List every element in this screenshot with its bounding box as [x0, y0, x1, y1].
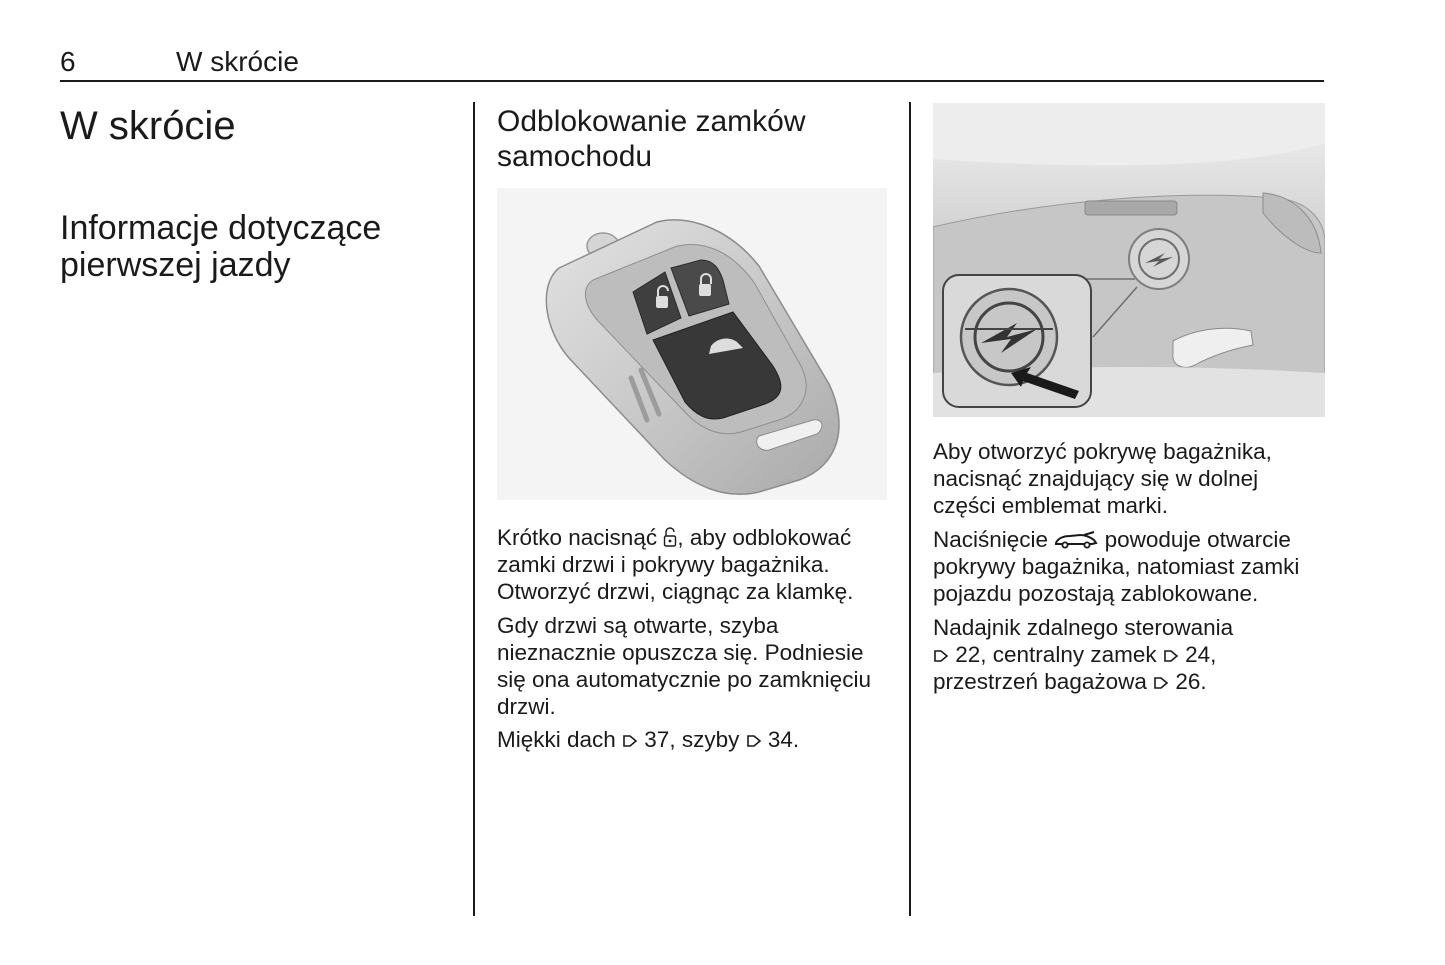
trunk-button-info: Naciśnięcie powoduje otwarcie pokrywy bagażnika, natomiast zamki pojazdu pozostają zablokowane.	[933, 527, 1300, 606]
header-divider	[60, 80, 1324, 82]
column-divider-2	[909, 102, 911, 916]
unlock-instructions: Krótko nacisnąć , aby odblokować zamki drzwi i pokrywy bagażnika. Otworzyć drzwi, ciągnąc za klamkę.	[497, 525, 854, 604]
section-title-line1: Informacje dotyczące	[60, 209, 382, 247]
key-fob-illustration	[497, 188, 887, 500]
reference-arrow-icon	[1163, 648, 1179, 664]
reference-arrow-icon	[933, 648, 949, 664]
window-info: Gdy drzwi są otwarte, szyba nieznacznie opuszcza się. Podniesie się ona automatycznie po zamknięciu drzwi.	[497, 613, 871, 719]
cross-references-col2: Miękki dach 37, szyby 34.	[497, 727, 800, 752]
reference-arrow-icon	[1153, 675, 1169, 691]
section-title-line2: pierwszej jazdy	[60, 246, 291, 284]
trunk-emblem-illustration	[933, 103, 1325, 417]
cross-references-col3: Nadajnik zdalnego sterowania 22, centralny zamek 24, przestrzeń bagażowa 26.	[933, 615, 1234, 694]
unlock-icon	[663, 527, 677, 547]
car-trunk-icon	[1054, 531, 1098, 549]
section-title	[60, 210, 460, 284]
subsection-title-line1: Odblokowanie zamków	[497, 105, 806, 138]
reference-arrow-icon	[746, 733, 762, 749]
trunk-opening-instructions: Aby otworzyć pokrywę bagażnika, nacisnąć znajdujący się w dolnej części emblemat marki.	[933, 439, 1272, 518]
chapter-title: W skrócie	[60, 104, 236, 148]
subsection-title	[497, 104, 897, 174]
page-number: 6	[60, 46, 76, 77]
column-divider-1	[473, 102, 475, 916]
running-header: W skrócie	[176, 46, 299, 77]
reference-arrow-icon	[622, 733, 638, 749]
subsection-title-line2: samochodu	[497, 140, 653, 173]
